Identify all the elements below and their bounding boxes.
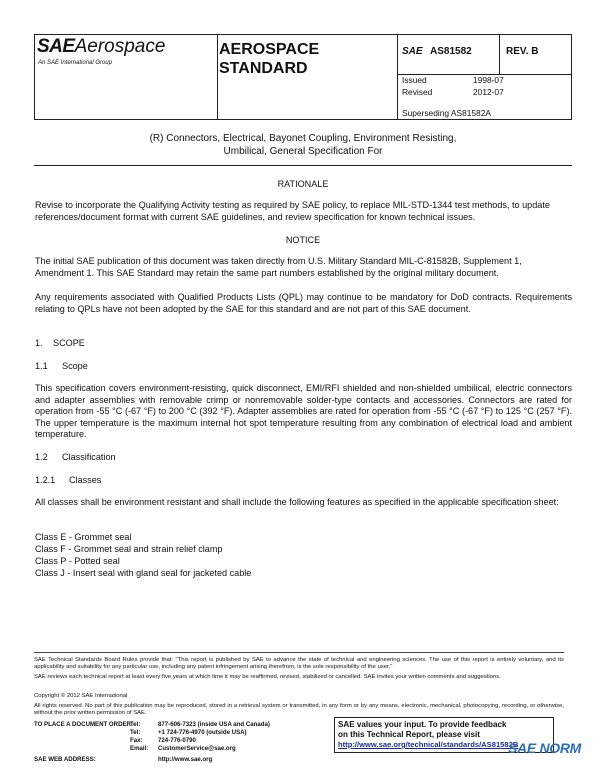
document-title-line1: (R) Connectors, Electrical, Bayonet Coupling, Environment Resisting, [149, 133, 457, 144]
class-list-item: Class J - Insert seal with gland seal for jacketed cable [35, 568, 252, 578]
sae-aerospace-logo [37, 36, 165, 58]
notice-paragraph-1: The initial SAE publication of this document was taken directly from U.S. Military Standard MIL-C-81582B, Supplement 1, Amendment 1. This SAE Standard may retain the same part numbers established by the original military document. [35, 256, 522, 278]
logo-aerospace-text: Aerospace [74, 36, 166, 57]
issued-date: 1998-07 [473, 75, 504, 85]
class-list-item: Class F - Grommet seal and strain relief clamp [35, 544, 223, 554]
doc-number: AS81582 [430, 46, 472, 57]
tel-label: Tel: [130, 721, 141, 728]
classes-paragraph: All classes shall be environment resistant and shall include the following features as specified in the applicable specification sheet: [35, 497, 559, 507]
feedback-line-2: on this Technical Report, please visit [338, 730, 480, 739]
fax-label: Fax: [130, 737, 143, 744]
notice-paragraph-2: Any requirements associated with Qualified Products Lists (QPL) may continue to be mandatory for DoD contracts. Requirements relating to QPLs have not been adopted by the SAE for this standard and are not part of this SAE document. [35, 292, 572, 314]
class-list-item: Class P - Potted seal [35, 556, 120, 566]
section-1-number: 1. [35, 338, 43, 348]
document-title-line2: Umbilical, General Specification For [223, 146, 383, 157]
footer-rules-text: SAE Technical Standards Board Rules provide that: "This report is published by SAE to advance the state of technical and engineering sciences. The use of this report is entirely voluntary, and its applicability and suitability for any particular use, including any patent infringement arising therefrom, is the sole responsibility of the user." [34, 657, 564, 671]
sae-norm-watermark: SAE NORM [508, 740, 582, 756]
section-1-title: SCOPE [53, 338, 85, 348]
rationale-text: Revise to incorporate the Qualifying Activity testing as required by SAE policy, to replace MIL-STD-1344 test methods, to update references/document format with current SAE guidelines, and review specification for known technical issues. [35, 200, 550, 222]
issued-label: Issued [402, 75, 427, 85]
fax-number: 724-776-0790 [158, 737, 196, 744]
footer-rights-text: All rights reserved. No part of this publication may be reproduced, stored in a retrieval system or transmitted, in any form or by any means, electronic, mechanical, photocopying, recording, or otherwise, without the prior written permission of SAE. [34, 703, 564, 717]
tel-outside: +1 724-776-4970 (outside USA) [158, 729, 247, 736]
rationale-heading: RATIONALE [277, 179, 329, 189]
doc-sae-logo: SAE [402, 46, 423, 57]
scope-paragraph: This specification covers environment-resisting, quick disconnect, EMI/RFI shielded and non-shielded umbilical, electric connectors and adapter assemblies with removable crimp or nonremovable solder-type contacts and accessories. Connectors are rated for operation from -55 °C (-67 °F) to 200 °C (392 °F). Adapter assemblies are rated for operation from -55 °C (-67 °F) to 125 °C (257 °F). The upper temperature is the maximum internal hot spot temperature resulting from any combination of electrical load and ambient temperature. [35, 383, 572, 439]
revised-label: Revised [402, 87, 433, 97]
tel-label-2: Tel: [130, 729, 141, 736]
section-1-2-title: Classification [62, 452, 116, 462]
footer-copyright: Copyright © 2012 SAE International [34, 693, 128, 699]
section-1-1-number: 1.1 [35, 361, 48, 371]
revision-label: REV. B [506, 46, 539, 57]
feedback-line-1: SAE values your input. To provide feedback [338, 720, 507, 729]
order-label: TO PLACE A DOCUMENT ORDER: [34, 721, 133, 728]
web-address-label: SAE WEB ADDRESS: [34, 756, 96, 763]
notice-heading: NOTICE [285, 235, 321, 245]
title-bottom-rule [34, 165, 572, 166]
logo-subtitle: An SAE International Group [38, 60, 113, 66]
standard-title-line2: STANDARD [219, 60, 308, 77]
footer-rule [34, 652, 564, 653]
section-1-1-title: Scope [62, 361, 88, 371]
email-link[interactable]: CustomerService@sae.org [158, 745, 236, 752]
title-top-rule [34, 119, 572, 120]
superseding-note: Superseding AS81582A [402, 108, 491, 118]
class-list-item: Class E - Grommet seal [35, 532, 132, 542]
revised-date: 2012-07 [473, 87, 504, 97]
section-1-2-1-title: Classes [69, 475, 102, 485]
footer-review-text: SAE reviews each technical report at least every five years at which time it may be reaffirmed, revised, stabilized or cancelled. SAE invites your written comments and suggestions. [34, 674, 501, 680]
email-label: Email: [130, 745, 149, 752]
tel-inside: 877-606-7323 (inside USA and Canada) [158, 721, 270, 728]
section-1-2-number: 1.2 [35, 452, 48, 462]
section-1-2-1-number: 1.2.1 [35, 475, 56, 485]
standard-title-line1: AEROSPACE [219, 41, 320, 58]
class-list [35, 531, 251, 579]
feedback-url-link[interactable]: http://www.sae.org/technical/standards/AS81582B [338, 740, 519, 749]
logo-sae-text: SAE [37, 36, 75, 57]
web-address-link[interactable]: http://www.sae.org [158, 756, 213, 763]
